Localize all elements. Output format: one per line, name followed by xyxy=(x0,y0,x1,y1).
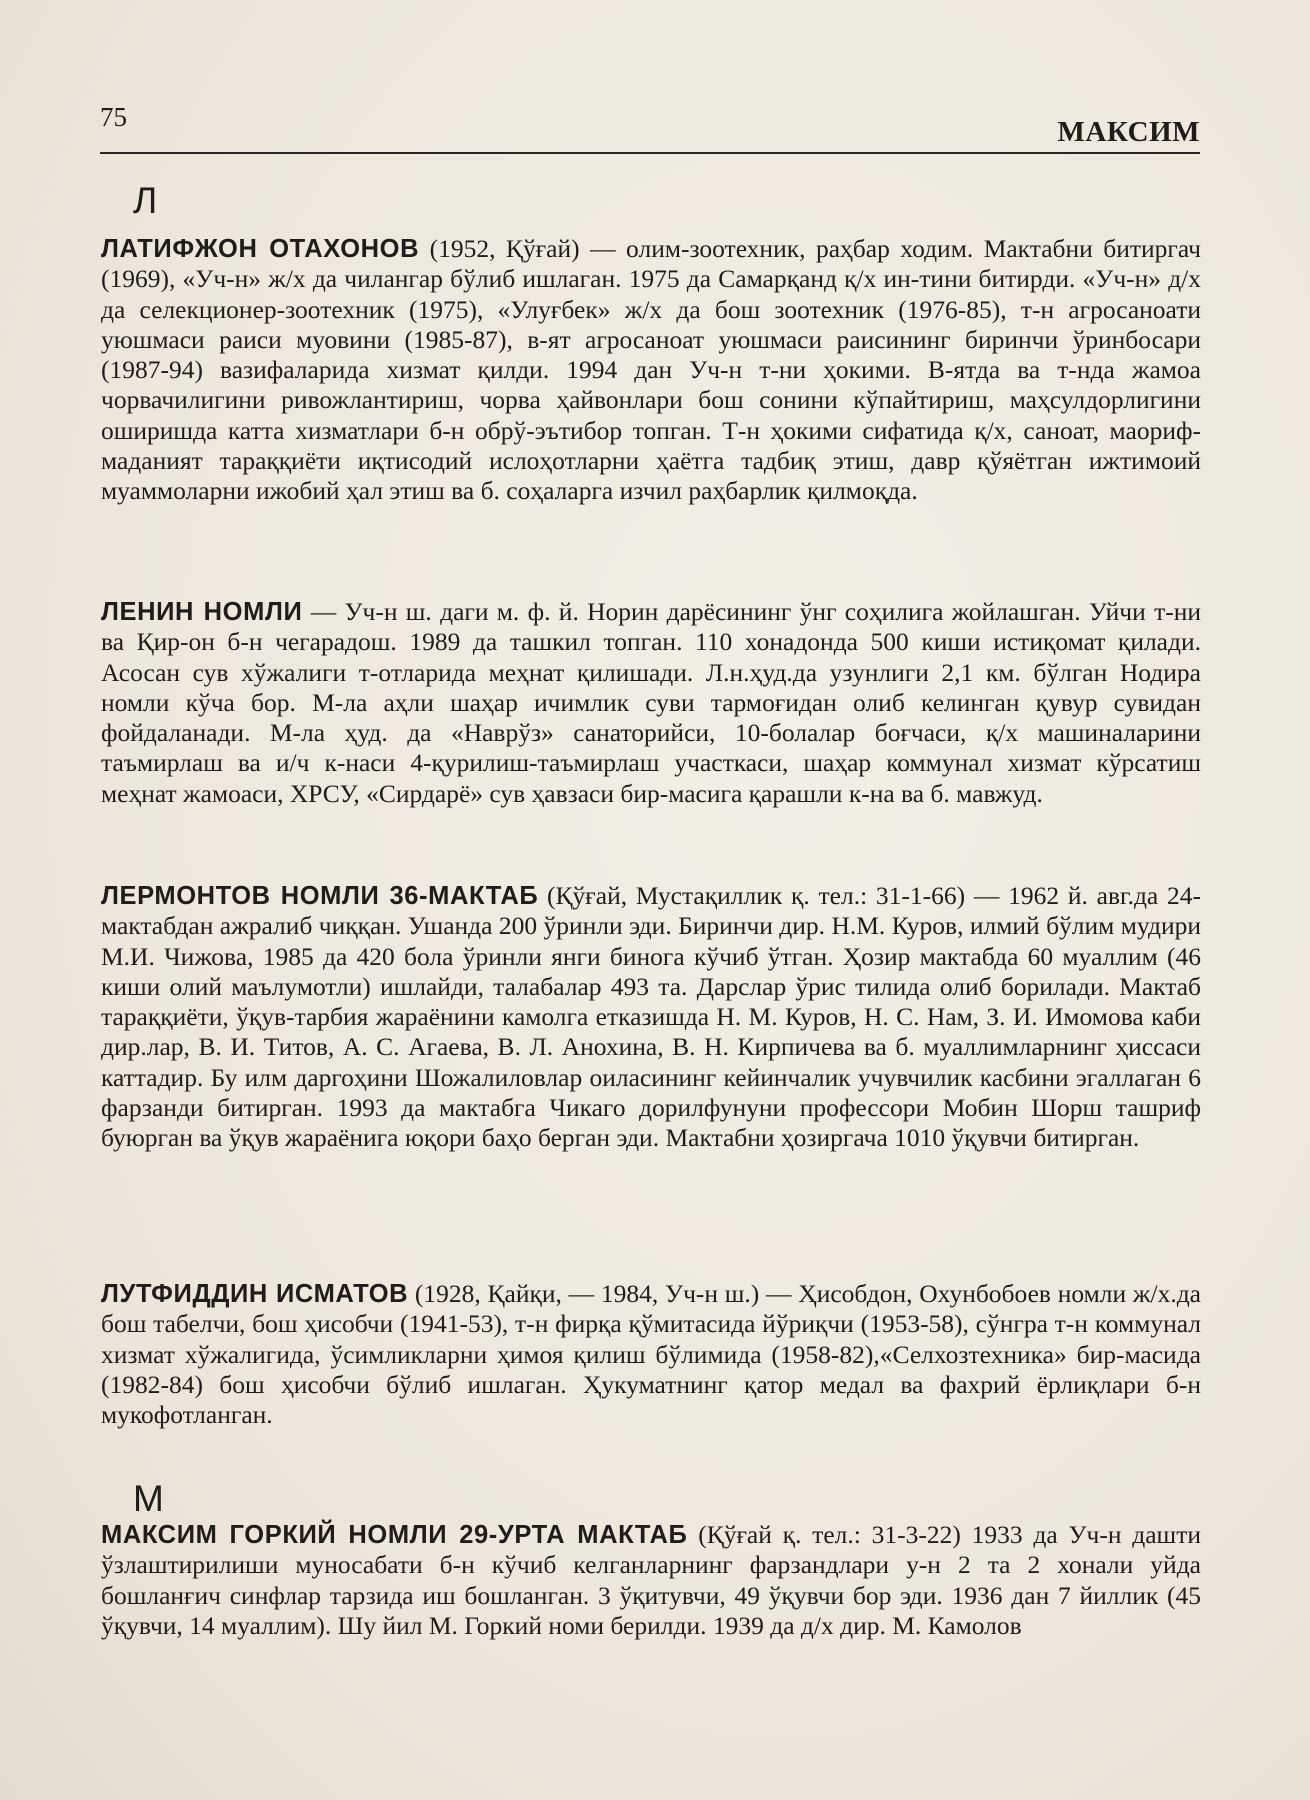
entry-text: (1952, Қўғай) — олим-зоотехник, раҳбар ходим. Мактабни битиргач (1969), «Уч-н» ж/х да чилангар бўлиб ишлаган. 1975 да Самарқанд қ/х ин-тини битирди. «Уч-н» д/х да селекционер-зоотехник (1975), «Улуғбек» ж/х да бош зоотехник (1976-85), т-н агросаноати уюшмаси раиси муовини (1985-87), в-ят агросаноат уюшмаси раисининг биринчи ўринбосари (1987-94) вазифаларида хизмат қилди. 1994 дан Уч-н т-ни ҳокими. В-ятда ва т-нда жамоа чорвачилигини ривожлантириш, чорва ҳайвонлари бош сонини кўпайтириш, маҳсулдорлигини оширишда катта хизматлари б-н обрў-эътибор топган. Т-н ҳокими сифатида қ/х, саноат, маориф-маданият тараққиёти иқтисодий ислоҳотларни ҳаётга тадбиқ этиш, давр қўяётган ижтимоий муаммоларни ижобий ҳал этиш ва б. соҳаларга изчил раҳбарлик қилмоқда. xyxy=(101,234,1201,506)
entry-text: (Қўғай қ. тел.: 31-3-22) 1933 да Уч-н дашти ўзлаштирилиши муносабати б-н кўчиб келганларнинг фарзандлари у-н 2 та 2 хонали уйда бошланғич синфлар тарзида иш бошланган. 3 ўқитувчи, 49 ўқувчи бор эди. 1936 дан 7 йиллик (45 ўқувчи, 14 муаллим). Шу йил М. Горкий номи берилди. 1939 да д/х дир. М. Камолов xyxy=(101,1520,1201,1640)
entry-lermontov-school xyxy=(101,881,1201,1154)
entry-maksim-gorkiy-school xyxy=(101,1520,1201,1641)
entry-text: (1928, Қайқи, — 1984, Уч-н ш.) — Ҳисобдон, Охунбобоев номли ж/х.да бош табелчи, бош ҳисобчи (1941-53), т-н фирқа қўмитасида йўриқчи (1953-58), сўнгра т-н коммунал хизмат хўжалигида, ўсимликларни ҳимоя қилиш бўлимида (1958-82),«Селхозтехника» бир-масида (1982-84) бош ҳисобчи бўлиб ишлаган. Ҳукуматнинг қатор медал ва фахрий ёрлиқлари б-н мукофотланган. xyxy=(101,1279,1201,1430)
entry-latifjon-otakhonov xyxy=(101,234,1201,507)
entry-headword: ЛУТФИДДИН ИСМАТОВ xyxy=(101,1280,409,1308)
running-head: МАКСИМ xyxy=(1057,116,1200,148)
entry-headword: МАКСИМ ГОРКИЙ НОМЛИ 29-УРТА МАКТАБ xyxy=(101,1521,688,1549)
header-rule xyxy=(100,152,1200,154)
entry-lenin-nomli xyxy=(101,597,1201,809)
entry-text: — Уч-н ш. даги м. ф. й. Норин дарёсининг ўнг соҳилига жойлашган. Уйчи т-ни ва Қир-он б-н чегарадош. 1989 да ташкил топган. 110 хонадонда 500 киши истиқомат қилади. Асосан сув хўжалиги т-отларида меҳнат қилишади. Л.н.ҳуд.да узунлиги 2,1 км. бўлган Нодира номли кўча бор. М-ла аҳли шаҳар ичимлик суви тармоғидан олиб келинган қувур сувидан фойдаланади. М-ла ҳуд. да «Наврўз» санаторийси, 10-болалар боғчаси, қ/х машиналарини таъмирлаш ва и/ч к-наси 4-қурилиш-таъмирлаш участкаси, шаҳар коммунал хизмат кўрсатиш меҳнат жамоаси, ХРСУ, «Сирдарё» сув ҳавзаси бир-масига қарашли к-на ва б. мавжуд. xyxy=(101,597,1201,808)
entry-headword: ЛАТИФЖОН ОТАХОНОВ xyxy=(101,235,420,263)
entry-headword: ЛЕНИН НОМЛИ xyxy=(101,598,303,626)
entry-headword: ЛЕРМОНТОВ НОМЛИ 36-МАКТАБ xyxy=(101,882,539,910)
entry-text: (Қўғай, Мустақиллик қ. тел.: 31-1-66) — 1962 й. авг.да 24-мактабдан ажралиб чиққан. Ушанда 200 ўринли эди. Биринчи дир. Н.М. Куров, илмий бўлим мудири М.И. Чижова, 1985 да 420 бола ўринли янги бинога кўчиб ўтган. Ҳозир мактабда 60 муаллим (46 киши олий маълумотли) ишлайди, талабалар 493 та. Дарслар ўрис тилида олиб борилади. Мактаб тараққиёти, ўқув-тарбия жараёнини камолга етказишда Н. М. Куров, Н. С. Нам, З. И. Имомова каби дир.лар, В. И. Титов, А. С. Агаева, В. Л. Анохина, В. Н. Кирпичева ва б. муаллимларнинг ҳиссаси каттадир. Бу илм даргоҳини Шожалиловлар оиласининг кейинчалик учувчилик касбини эгаллаган 6 фарзанди битирган. 1993 да мактабга Чикаго дорилфунуни профессори Мобин Шорш ташриф буюрган ва ўқув жараёнига юқори баҳо берган эди. Мактабни ҳозиргача 1010 ўқувчи битирган. xyxy=(101,881,1201,1153)
section-letter-m: М xyxy=(133,1478,164,1519)
entry-lutfiddin-ismatov xyxy=(101,1279,1201,1430)
page-header xyxy=(100,96,1200,148)
page-number: 75 xyxy=(100,102,127,132)
section-letter-l: Л xyxy=(133,180,158,221)
